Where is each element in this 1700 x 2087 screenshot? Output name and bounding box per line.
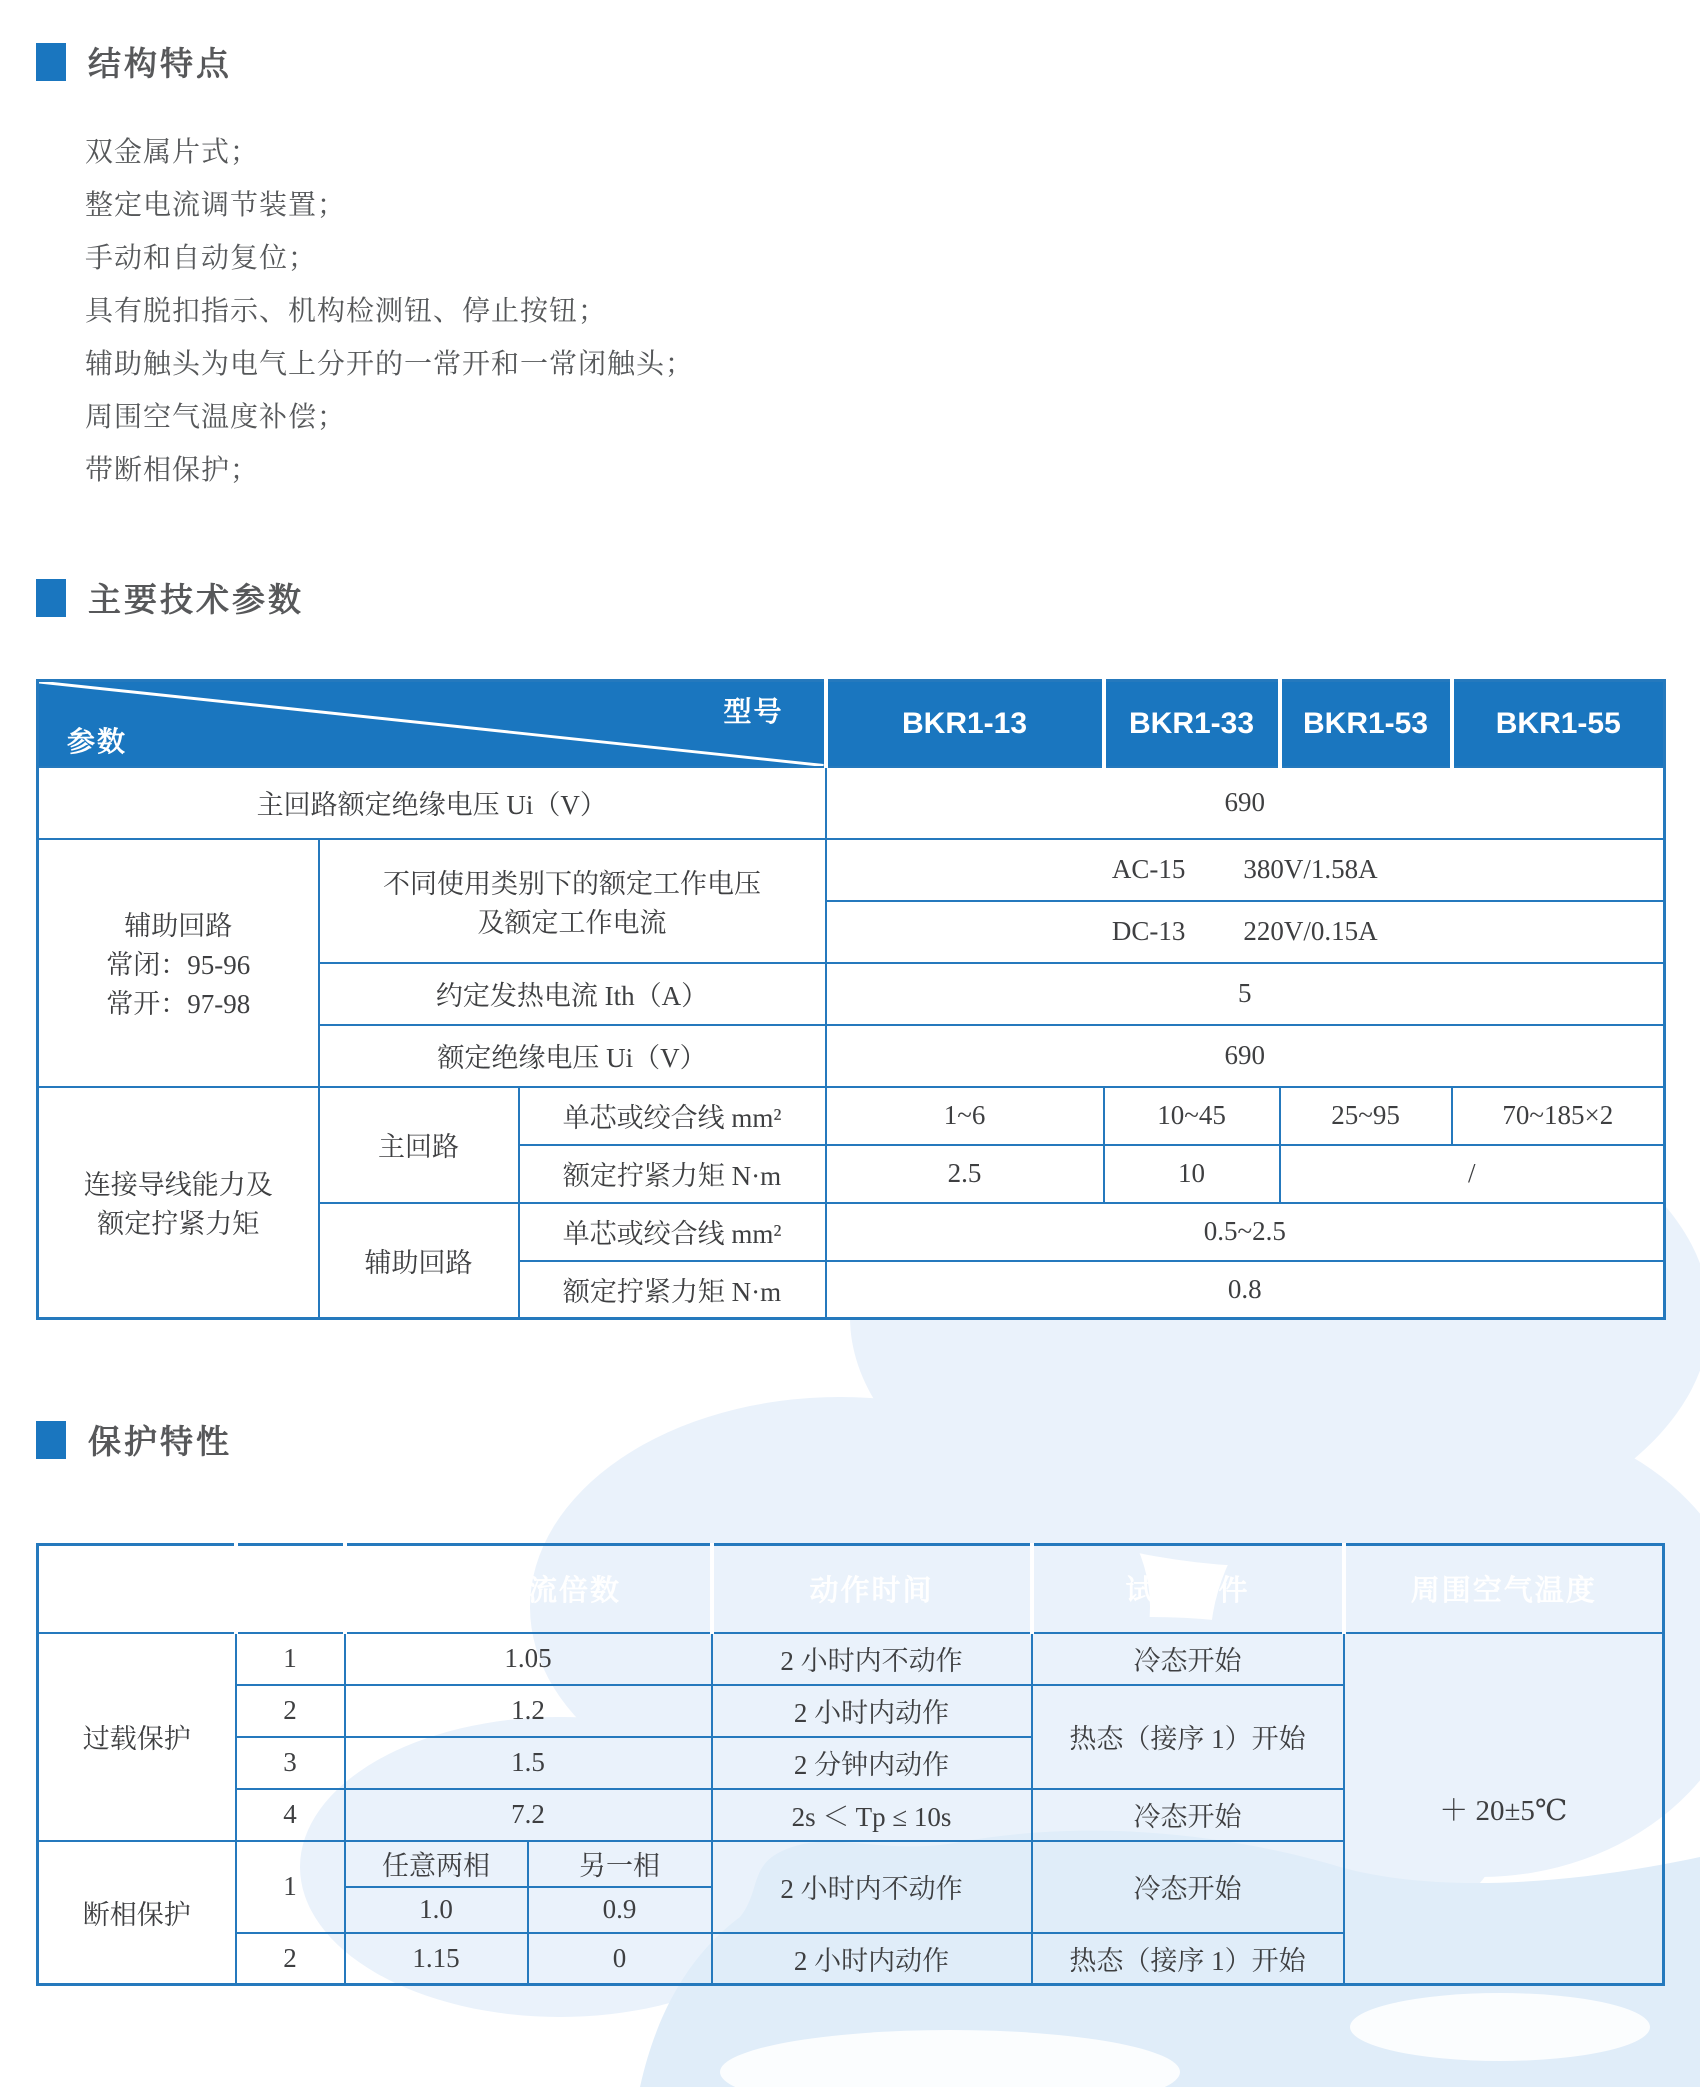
col-header-condition: 试验条件: [1032, 1545, 1344, 1633]
phase-val-a: 1.0: [345, 1887, 528, 1933]
row-time: 2s ＜ Tp ≤ 10s: [712, 1789, 1032, 1841]
table-corner-cell: [38, 681, 826, 767]
param-label: 额定拧紧力矩 N·m: [519, 1145, 826, 1203]
param-value: 70~185×2: [1452, 1087, 1665, 1145]
aux-circuit-title: 辅助回路: [124, 911, 233, 941]
dc-value: 220V/0.15A: [1243, 916, 1378, 946]
phase-val-a: 1.15: [345, 1933, 528, 1985]
param-value: 10: [1104, 1145, 1280, 1203]
section-protection-header: [36, 1416, 1663, 1463]
feature-item: 手动和自动复位；: [85, 242, 318, 273]
row-multiple: 1.05: [345, 1633, 712, 1685]
overload-title-cell: 过载保护: [38, 1633, 236, 1841]
row-multiple: 1.5: [345, 1737, 712, 1789]
phase-val-b: 0.9: [528, 1887, 712, 1933]
param-value: 25~95: [1280, 1087, 1452, 1145]
usage-label-line2: 及额定工作电流: [477, 907, 667, 938]
aux-circuit2-cell: 辅助回路: [319, 1203, 519, 1319]
phase-val-b: 0: [528, 1933, 712, 1985]
corner-model-label: 型号: [723, 696, 784, 727]
param-value: 0.8: [826, 1261, 1665, 1319]
row-time: 2 小时内动作: [712, 1933, 1032, 1985]
phase-col-a-label: 任意两相: [345, 1841, 528, 1887]
param-label: [319, 839, 826, 963]
section-protection-title: 保护特性: [88, 1423, 232, 1460]
col-header-ambient: 周围空气温度: [1344, 1545, 1664, 1633]
model-header: BKR1-55: [1452, 681, 1665, 767]
section-params-header: [36, 574, 1663, 621]
model-header: BKR1-33: [1104, 681, 1280, 767]
section-params-title: 主要技术参数: [88, 581, 304, 618]
feature-item: 双金属片式；: [85, 136, 260, 167]
section-bullet-icon: [36, 579, 66, 617]
section-structure-header: [36, 38, 1663, 85]
feature-item: 周围空气温度补偿；: [85, 401, 347, 432]
col-header-no: 序号: [236, 1545, 345, 1633]
param-value: 1~6: [826, 1087, 1104, 1145]
param-value: [826, 839, 1665, 901]
corner-param-label: 参数: [67, 725, 128, 757]
param-label: 单芯或绞合线 mm²: [519, 1087, 826, 1145]
main-circuit-cell: 主回路: [319, 1087, 519, 1203]
param-value: 690: [826, 767, 1665, 839]
row-multiple: 7.2: [345, 1789, 712, 1841]
row-condition: 冷态开始: [1032, 1841, 1344, 1933]
param-value: [826, 901, 1665, 963]
col-header-item: 项目: [105, 1575, 168, 1608]
col-header-multiple: 整定电流倍数: [345, 1545, 712, 1633]
row-time: 2 小时内不动作: [712, 1633, 1032, 1685]
param-label: 约定发热电流 Ith（A）: [319, 963, 826, 1025]
row-condition: 冷态开始: [1032, 1633, 1344, 1685]
main-params-table: [36, 679, 1666, 1320]
row-condition: 冷态开始: [1032, 1789, 1344, 1841]
col-header-time: 动作时间: [712, 1545, 1032, 1633]
aux-circuit-group-cell: [38, 839, 319, 1087]
wiring-group-cell: [38, 1087, 319, 1319]
feature-item: 辅助触头为电气上分开的一常开和一常闭触头；: [85, 348, 695, 379]
row-condition: 热态（接序 1）开始: [1032, 1685, 1344, 1789]
feature-item: 带断相保护；: [85, 454, 260, 485]
row-no: 4: [236, 1789, 345, 1841]
model-header: BKR1-53: [1280, 681, 1452, 767]
usage-label-line1: 不同使用类别下的额定工作电压: [383, 868, 762, 899]
row-time: 2 小时内动作: [712, 1685, 1032, 1737]
row-no: 1: [236, 1633, 345, 1685]
ac-value: 380V/1.58A: [1243, 854, 1378, 884]
param-value: 0.5~2.5: [826, 1203, 1665, 1261]
ac-type: AC-15: [1111, 854, 1186, 884]
param-value: 690: [826, 1025, 1665, 1087]
row-no: 2: [236, 1685, 345, 1737]
phase-failure-title-cell: 断相保护: [38, 1841, 236, 1985]
ambient-temp-cell: ＋ 20±5℃: [1344, 1633, 1664, 1985]
row-no: 2: [236, 1933, 345, 1985]
param-label: 额定绝缘电压 Ui（V）: [319, 1025, 826, 1087]
param-label: 额定拧紧力矩 N·m: [519, 1261, 826, 1319]
row-multiple: 1.2: [345, 1685, 712, 1737]
param-label: 单芯或绞合线 mm²: [519, 1203, 826, 1261]
param-value: 10~45: [1104, 1087, 1280, 1145]
wiring-title-line1: 连接导线能力及: [83, 1170, 273, 1201]
row-time: 2 分钟内动作: [712, 1737, 1032, 1789]
wiring-title-line2: 额定拧紧力矩: [97, 1209, 260, 1240]
aux-circuit-no: 常开：97-98: [106, 989, 251, 1019]
param-value: /: [1280, 1145, 1665, 1203]
dc-type: DC-13: [1111, 916, 1186, 946]
diagonal-divider: [39, 682, 824, 766]
row-condition: 热态（接序 1）开始: [1032, 1933, 1344, 1985]
section-bullet-icon: [36, 1421, 66, 1459]
feature-item: 整定电流调节装置；: [85, 189, 347, 220]
feature-list: [85, 125, 1663, 496]
phase-col-b-label: 另一相: [528, 1841, 712, 1887]
section-bullet-icon: [36, 43, 66, 81]
aux-circuit-nc: 常闭：95-96: [106, 950, 251, 980]
section-structure-title: 结构特点: [88, 45, 232, 82]
feature-item: 具有脱扣指示、机构检测钮、停止按钮；: [85, 295, 608, 326]
row-no: 3: [236, 1737, 345, 1789]
row-time: 2 小时内不动作: [712, 1841, 1032, 1933]
param-value: 2.5: [826, 1145, 1104, 1203]
model-header: BKR1-13: [826, 681, 1104, 767]
row-no: 1: [236, 1841, 345, 1933]
param-value: 5: [826, 963, 1665, 1025]
param-label: 主回路额定绝缘电压 Ui（V）: [38, 767, 826, 839]
protection-table: [36, 1543, 1665, 1986]
